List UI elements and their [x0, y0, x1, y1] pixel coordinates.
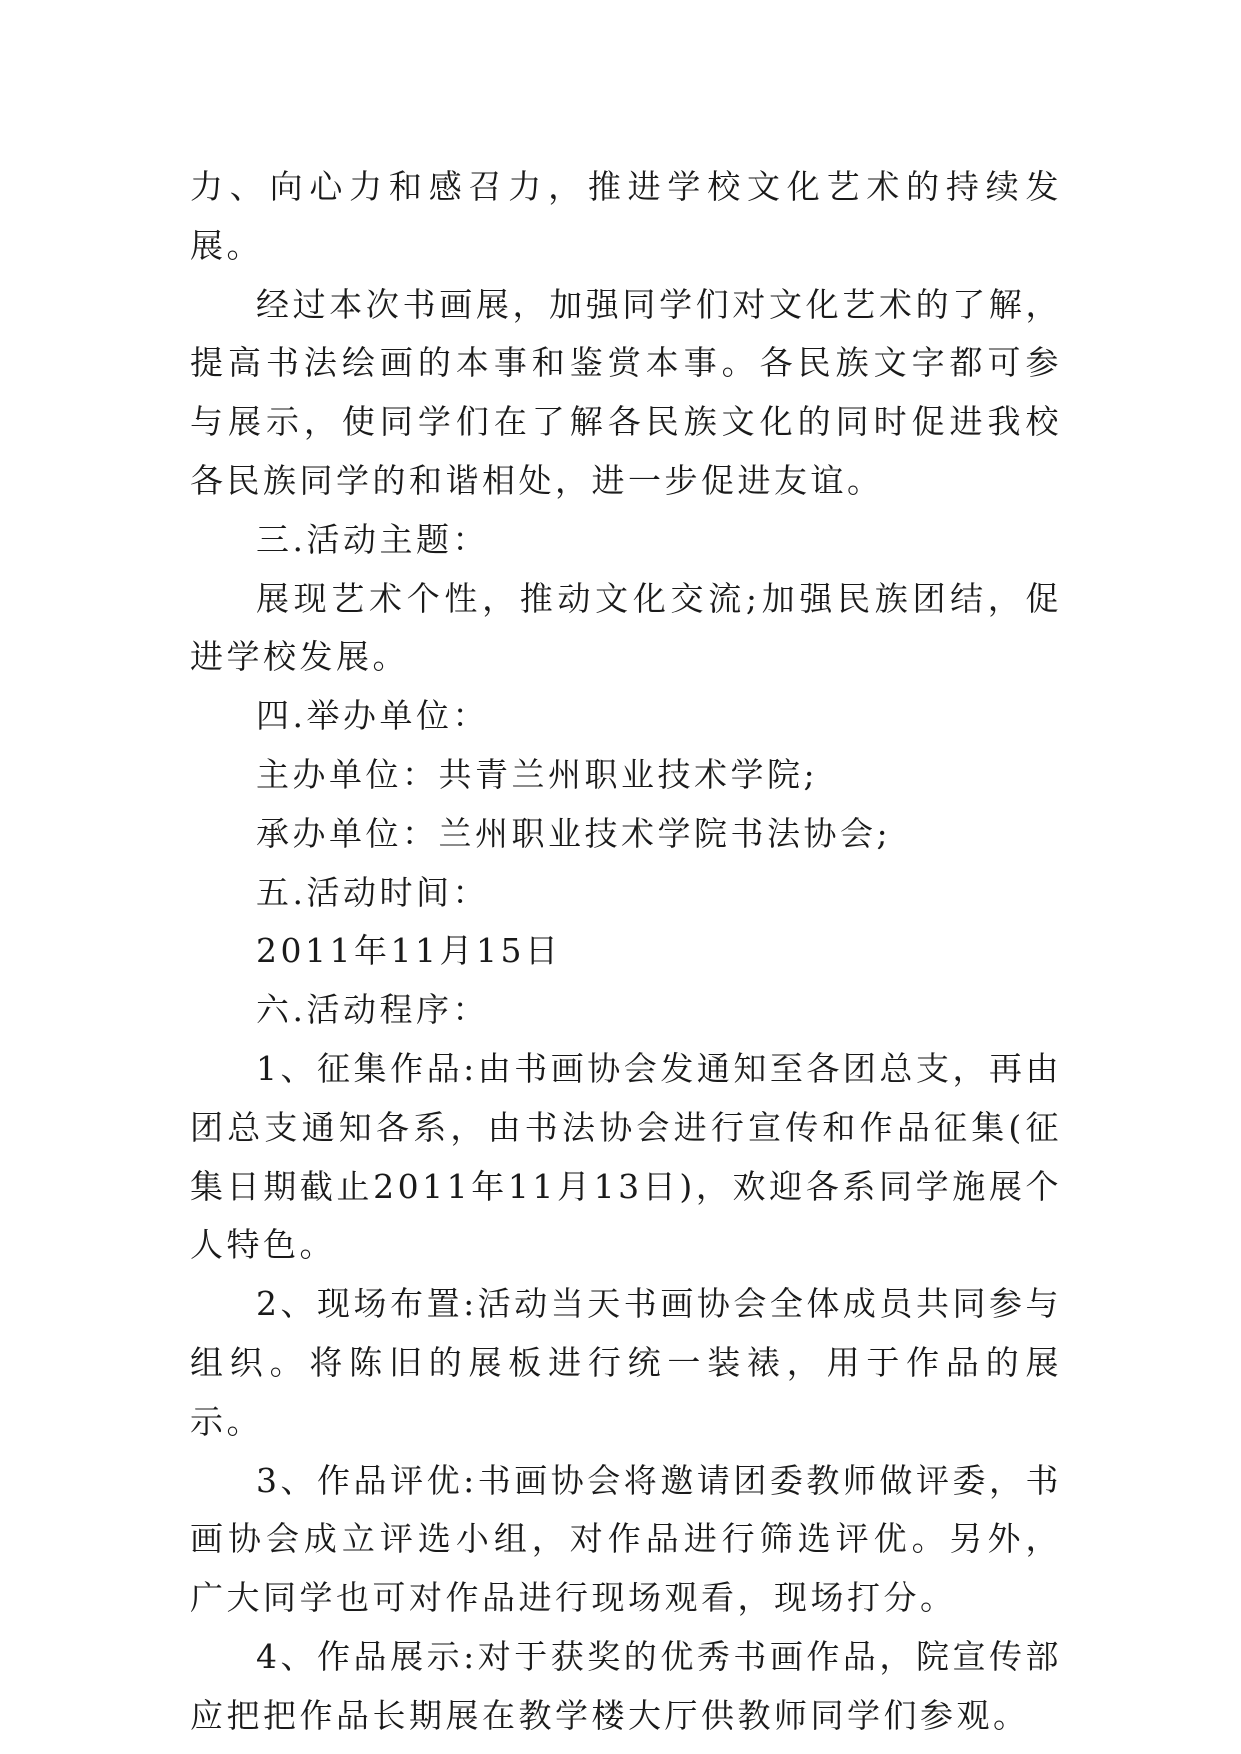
document-body: [190, 158, 1062, 1746]
paragraph: 经过本次书画展，加强同学们对文化艺术的了解，提高书法绘画的本事和鉴赏本事。各民族文字都可参与展示，使同学们在了解各民族文化的同时促进我校各民族同学的和谐相处，进一步促进友谊。: [190, 284, 1062, 500]
list-item: 1、征集作品:由书画协会发通知至各团总支，再由团总支通知各系，由书法协会进行宣传和作品征集(征集日期截止2011年11月13日)，欢迎各系同学施展个人特色。: [190, 1048, 1062, 1265]
section-heading: 三.活动主题：: [256, 519, 489, 559]
list-item: 2、现场布置:活动当天书画协会全体成员共同参与组织。将陈旧的展板进行统一装裱，用于作品的展示。: [190, 1284, 1062, 1441]
paragraph: 展现艺术个性，推动文化交流;加强民族团结，促进学校发展。: [190, 578, 1062, 677]
list-item: 3、作品评优:书画协会将邀请团委教师做评委，书画协会成立评选小组，对作品进行筛选评优。另外，广大同学也可对作品进行现场观看，现场打分。: [190, 1460, 1062, 1618]
paragraph: 力、向心力和感召力，推进学校文化艺术的持续发展。: [190, 167, 1062, 265]
paragraph: 2011年11月15日: [256, 931, 562, 971]
list-item: 4、作品展示:对于获奖的优秀书画作品，院宣传部应把把作品长期展在教学楼大厅供教师同学们参观。: [190, 1636, 1062, 1735]
section-heading: 五.活动时间：: [256, 872, 489, 912]
section-heading: 四.举办单位：: [256, 696, 489, 736]
section-heading: 六.活动程序：: [256, 990, 489, 1030]
paragraph: 主办单位：共青兰州职业技术学院;: [256, 754, 819, 794]
paragraph: 承办单位：兰州职业技术学院书法协会;: [256, 813, 892, 853]
